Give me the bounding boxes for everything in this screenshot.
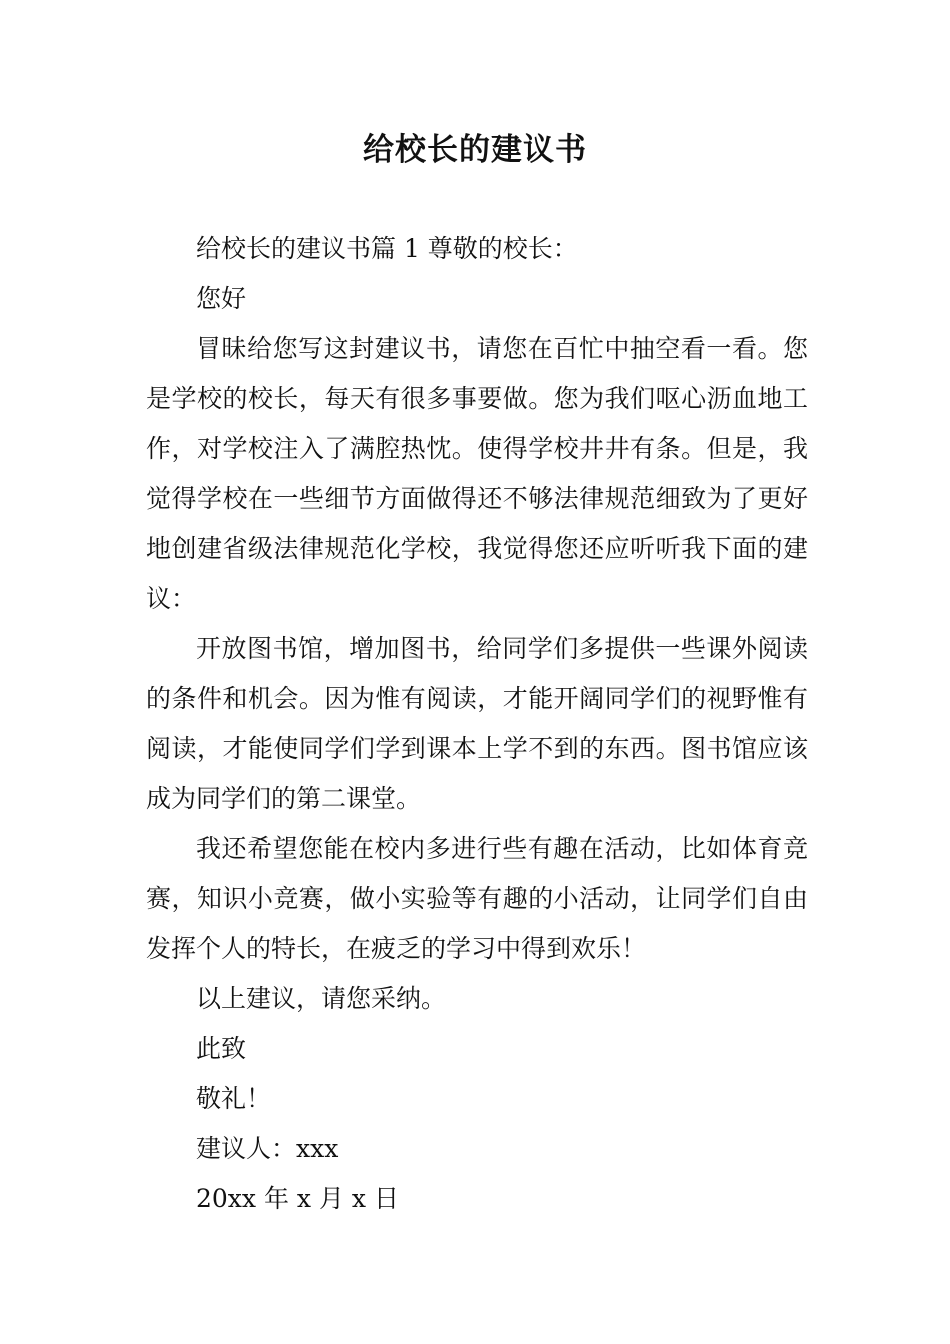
paragraph-salutation: 此致 (196, 1034, 247, 1063)
paragraph-regards: 敬礼！ (196, 1084, 272, 1113)
document-body (146, 224, 808, 1224)
paragraph-closing-request: 以上建议，请您采纳。 (196, 984, 447, 1013)
paragraph-date: 20xx 年 x 月 x 日 (196, 1184, 399, 1213)
paragraph-signature: 建议人：xxx (196, 1134, 339, 1163)
paragraph-greeting-heading: 给校长的建议书篇 1 尊敬的校长： (196, 234, 578, 263)
document-title: 给校长的建议书 (363, 132, 587, 168)
paragraph-introduction: 冒昧给您写这封建议书，请您在百忙中抽空看一看。您是学校的校长，每天有很多事要做。您为我们呕心沥血地工作，对学校注入了满腔热忱。使得学校井井有条。但是，我觉得学校在一些细节方面做得还不够法律规范细致为了更好地创建省级法律规范化学校，我觉得您还应听听我下面的建议： (146, 334, 808, 613)
paragraph-greeting: 您好 (196, 284, 247, 313)
paragraph-activities-suggestion: 我还希望您能在校内多进行些有趣在活动，比如体育竞赛，知识小竞赛，做小实验等有趣的小活动，让同学们自由发挥个人的特长，在疲乏的学习中得到欢乐！ (146, 834, 808, 963)
paragraph-library-suggestion: 开放图书馆，增加图书，给同学们多提供一些课外阅读的条件和机会。因为惟有阅读，才能开阔同学们的视野惟有阅读，才能使同学们学到课本上学不到的东西。图书馆应该成为同学们的第二课堂。 (146, 634, 808, 813)
